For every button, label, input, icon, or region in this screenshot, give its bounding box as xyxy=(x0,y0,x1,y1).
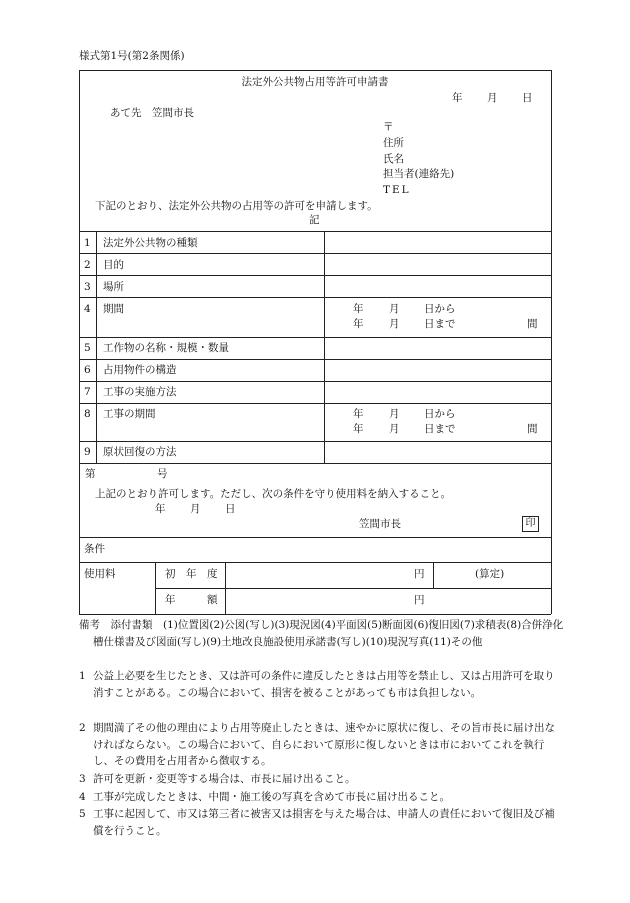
table-line xyxy=(79,562,551,563)
date-year: 年 xyxy=(452,92,463,104)
item-no: 9 xyxy=(84,446,91,458)
item-label: 原状回復の方法 xyxy=(103,446,177,458)
postal-mark: 〒 xyxy=(383,121,394,133)
period-month: 月 xyxy=(389,303,400,315)
period-to: 日まで xyxy=(424,318,456,330)
address-label: 住所 xyxy=(383,137,404,149)
annual-yen: 円 xyxy=(414,594,425,606)
construction-year: 年 xyxy=(353,408,364,420)
construction-year: 年 xyxy=(353,423,364,435)
item-no: 4 xyxy=(84,303,91,315)
annual-label: 年 額 xyxy=(165,594,218,606)
item-no: 8 xyxy=(84,408,91,420)
construction-to: 日まで xyxy=(424,423,456,435)
addressee: あて先 笠間市長 xyxy=(110,107,194,119)
permit-text: 上記のとおり許可します。ただし、次の条件を守り使用料を納入すること。 xyxy=(95,488,452,500)
form-title: 法定外公共物占用等許可申請書 xyxy=(241,76,389,88)
frame-top xyxy=(79,70,551,71)
table-line xyxy=(324,231,325,463)
note-number: 3 xyxy=(79,773,86,785)
item-no: 5 xyxy=(84,342,91,354)
period-year: 年 xyxy=(353,303,364,315)
table-line xyxy=(79,381,551,382)
note-text: 許可を更新・変更等する場合は、市長に届け出ること。 xyxy=(93,773,356,785)
date-month: 月 xyxy=(487,92,498,104)
date-day: 日 xyxy=(522,92,533,104)
first-year-label: 初 年 度 xyxy=(165,568,218,580)
frame-bottom xyxy=(79,614,551,615)
item-label: 工事の実施方法 xyxy=(103,386,177,398)
item-label: 法定外公共物の種類 xyxy=(103,237,198,249)
item-label: 工作物の名称・規模・数量 xyxy=(103,342,229,354)
conditions-label: 条件 xyxy=(84,543,105,555)
note-item xyxy=(79,806,555,839)
note-item xyxy=(79,720,555,770)
note-number: 4 xyxy=(79,791,86,803)
item-no: 3 xyxy=(84,281,91,293)
note-text: 工事が完成したときは、中間・施工後の写真を含めて市長に届け出ること。 xyxy=(93,791,450,803)
item-no: 7 xyxy=(84,386,91,398)
item-label: 場所 xyxy=(103,281,124,293)
table-line xyxy=(155,562,156,614)
table-line xyxy=(79,359,551,360)
table-line xyxy=(79,441,551,442)
note-item xyxy=(79,668,555,701)
note-item xyxy=(79,789,555,806)
first-year-yen: 円 xyxy=(414,568,425,580)
contact-label: 担当者(連絡先) xyxy=(383,168,455,180)
table-line xyxy=(79,403,551,404)
table-line xyxy=(79,275,551,276)
name-label: 氏名 xyxy=(383,153,404,165)
fee-label: 使用料 xyxy=(84,568,116,580)
note-text: 期間満了その他の理由により占用等廃止したときは、速やかに原状に復し、その旨市長に届け出なければならない。この場合において、自らにおいて原形に復しないときは市においてこれを執行し、その費用を占用者から徴収する。 xyxy=(93,722,555,767)
item-label: 期間 xyxy=(103,303,124,315)
permit-dai: 第 xyxy=(85,468,96,480)
table-line xyxy=(225,562,226,614)
construction-duration: 間 xyxy=(527,423,538,435)
permit-day: 日 xyxy=(225,503,236,515)
table-line xyxy=(79,337,551,338)
period-duration: 間 xyxy=(527,318,538,330)
form-label: 様式第1号(第2条関係) xyxy=(79,50,185,62)
table-line xyxy=(433,562,434,588)
period-month: 月 xyxy=(389,318,400,330)
frame-right xyxy=(551,70,552,614)
frame-left xyxy=(79,70,80,614)
note-number: 1 xyxy=(79,670,86,682)
table-line xyxy=(79,231,551,232)
construction-month: 月 xyxy=(389,423,400,435)
permit-year: 年 xyxy=(155,503,166,515)
note-item xyxy=(79,771,555,788)
seal-box: 印 xyxy=(522,516,539,532)
table-line xyxy=(79,463,551,464)
period-from: 日から xyxy=(424,303,456,315)
mayor-label: 笠間市長 xyxy=(359,518,401,530)
note-number: 2 xyxy=(79,722,86,734)
item-no: 2 xyxy=(84,259,91,271)
item-label: 工事の期間 xyxy=(103,408,156,420)
permit-month: 月 xyxy=(190,503,201,515)
table-line xyxy=(96,231,97,463)
table-line xyxy=(79,537,551,538)
construction-from: 日から xyxy=(424,408,456,420)
remarks-heading: 備考 添付書類 (1)位置図(2)公図(写し)(3)現況図(4)平面図(5)断面図(6)復旧図(7)求積表(8)合併浄化槽仕様書及び図面(写し)(9)土地改良施設使用承諾書(写し)(10)現況写真(11)その他 xyxy=(79,619,564,648)
item-no: 1 xyxy=(84,237,91,249)
note-number: 5 xyxy=(79,808,86,820)
calc-label: (算定) xyxy=(475,568,505,580)
table-line xyxy=(79,297,551,298)
period-year: 年 xyxy=(353,318,364,330)
item-label: 目的 xyxy=(103,259,124,271)
item-no: 6 xyxy=(84,364,91,376)
ki-label: 記 xyxy=(309,214,320,226)
table-line xyxy=(79,253,551,254)
item-label: 占用物件の構造 xyxy=(103,364,177,376)
construction-month: 月 xyxy=(389,408,400,420)
tel-label: TEL xyxy=(383,184,411,196)
table-line xyxy=(155,588,551,589)
permit-go: 号 xyxy=(157,468,168,480)
note-text: 公益上必要を生じたとき、又は許可の条件に違反したときは占用等を禁止し、又は占用許可を取り消すことがある。この場合において、損害を被ることがあっても市は負担しない。 xyxy=(93,670,555,699)
request-text: 下記のとおり、法定外公共物の占用等の許可を申請します。 xyxy=(95,200,378,212)
note-text: 工事に起因して、市又は第三者に被害又は損害を与えた場合は、申請人の責任において復旧及び補償を行うこと。 xyxy=(93,808,555,837)
